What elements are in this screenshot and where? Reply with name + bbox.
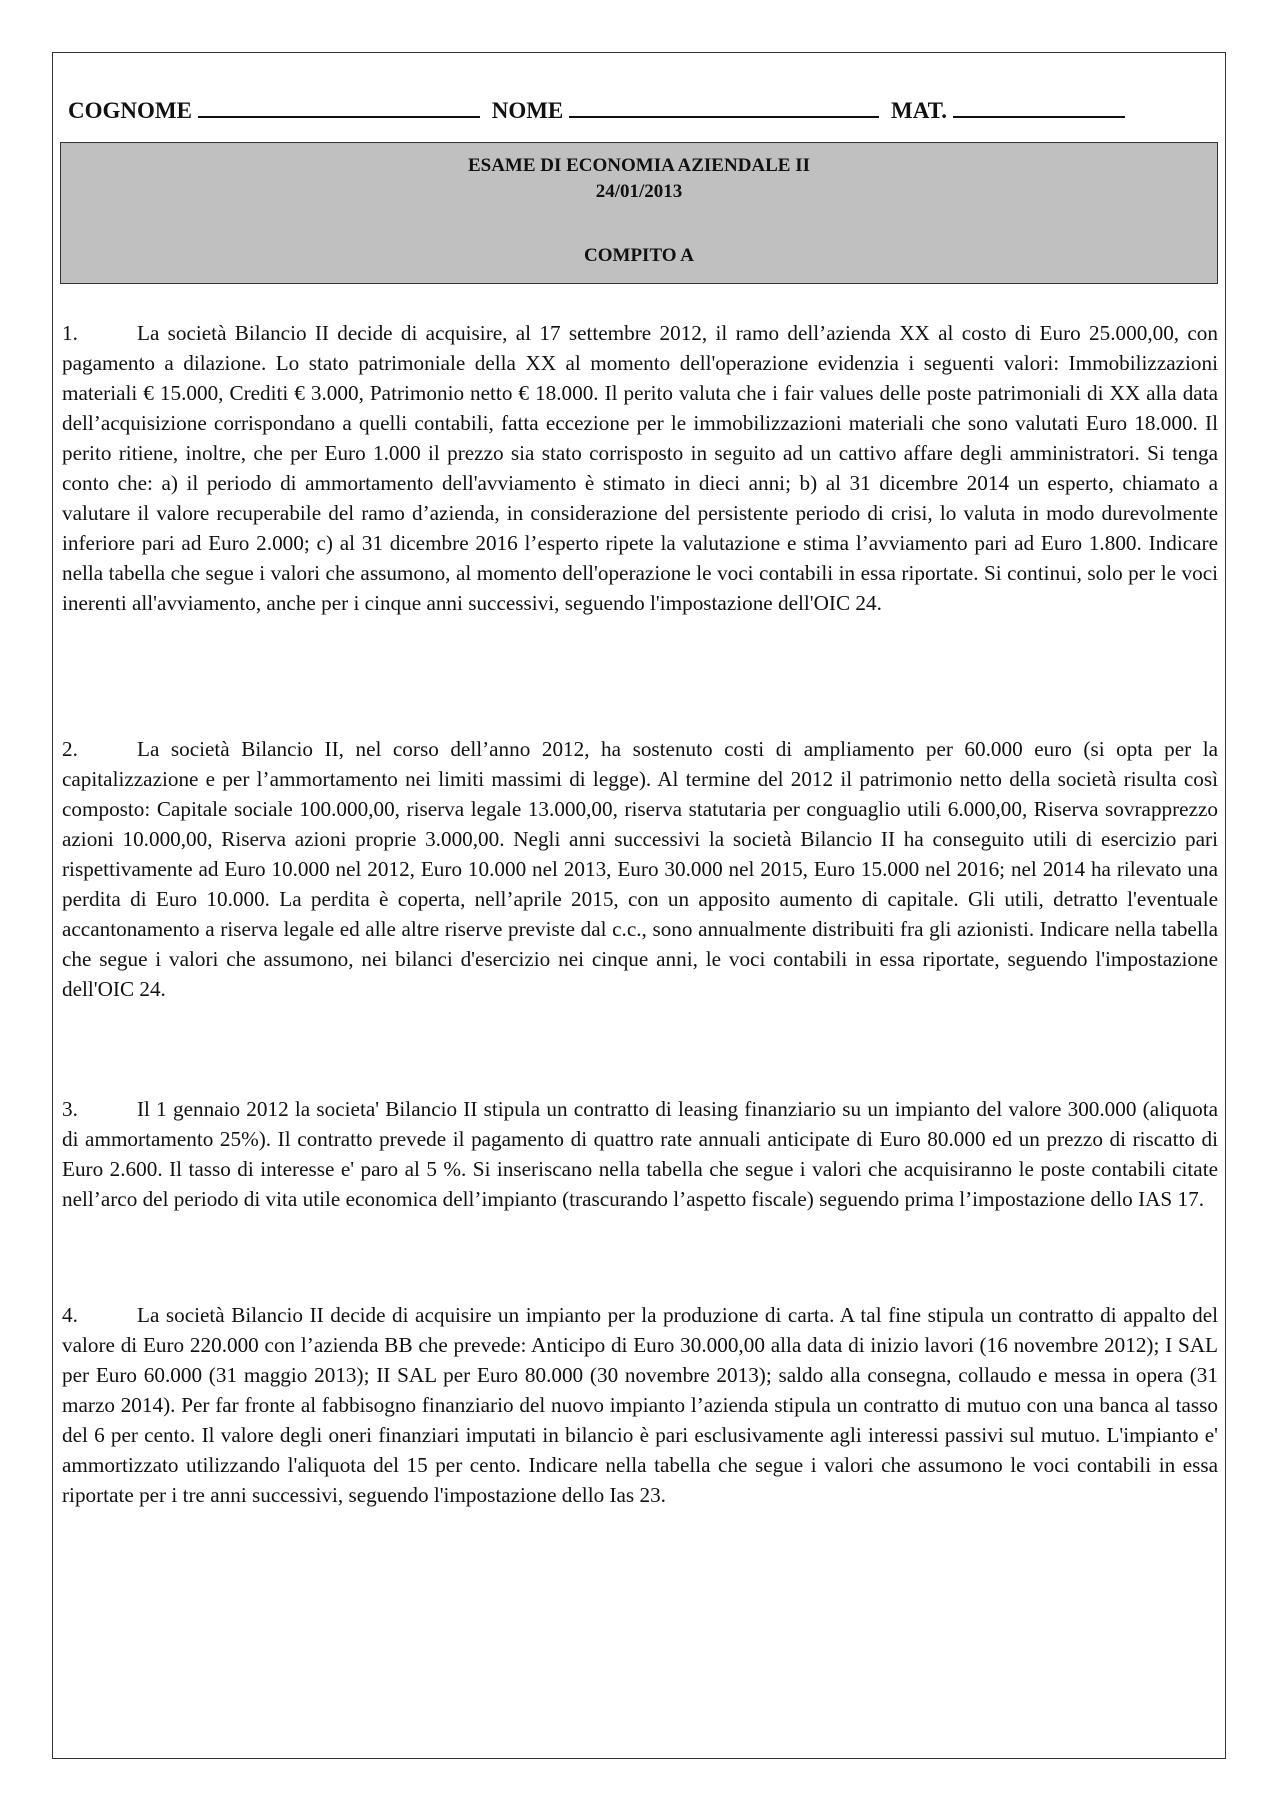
exercise-text: La società Bilancio II decide di acquisire un impianto per la produzione di carta. A tal fine stipula un contratto di appalto del valore di Euro 220.000 con l’azienda BB che prevede: Anticipo di Euro 30.000,00 alla data di inizio lavori (16 novembre 2012); I SAL per Euro 60.000 (31 maggio 2013); II SAL per Euro 80.000 (30 novembre 2013); saldo alla consegna, collaudo e messa in opera (31 marzo 2014). Per far fronte al fabbisogno finanziario del nuovo impianto l’azienda stipula un contratto di mutuo con una banca al tasso del 6 per cento. Il valore degli oneri finanziari imputati in bilancio è pari esclusivamente agli interessi passivi sul mutuo. L'impianto e' ammortizzato utilizzando l'aliquota del 15 per cento. Indicare nella tabella che segue i valori che assumono le voci contabili in essa riportate per i tre anni successivi, seguendo l'impostazione dello Ias 23. xyxy=(62,1303,1218,1507)
mat-label: MAT. xyxy=(891,98,948,123)
nome-field[interactable] xyxy=(569,94,879,118)
nome-label: NOME xyxy=(491,98,564,123)
exercise-number: 2. xyxy=(62,737,78,761)
exercise-number: 1. xyxy=(62,321,78,345)
exercise-text: Il 1 gennaio 2012 la societa' Bilancio II stipula un contratto di leasing finanziario su un impianto del valore 300.000 (aliquota di ammortamento 25%). Il contratto prevede il pagamento di quattro rate annuali anticipate di Euro 80.000 ed un prezzo di riscatto di Euro 2.600. Il tasso di interesse e' paro al 5 %. Si inseriscano nella tabella che segue i valori che acquisiranno le poste contabili citate nell’arco del periodo di vita utile economica dell’impianto (trascurando l’aspetto fiscale) seguendo prima l’impostazione dello IAS 17. xyxy=(62,1097,1218,1211)
mat-field[interactable] xyxy=(953,94,1125,118)
exercise-3 xyxy=(62,1094,1218,1214)
exercise-2 xyxy=(62,734,1218,1004)
exercise-number: 3. xyxy=(62,1097,78,1121)
exam-variant: COMPITO A xyxy=(584,245,694,266)
exercise-number: 4. xyxy=(62,1303,78,1327)
exam-title: ESAME DI ECONOMIA AZIENDALE II xyxy=(467,155,811,176)
exam-title-box xyxy=(60,142,1218,284)
exercise-4 xyxy=(62,1300,1218,1510)
cognome-label: COGNOME xyxy=(68,98,192,123)
exercise-1 xyxy=(62,318,1218,618)
student-info-line xyxy=(68,94,1208,124)
exercise-text: La società Bilancio II decide di acquisire, al 17 settembre 2012, il ramo dell’azienda XX al costo di Euro 25.000,00, con pagamento a dilazione. Lo stato patrimoniale della XX al momento dell'operazione evidenzia i seguenti valori: Immobilizzazioni materiali € 15.000, Crediti € 3.000, Patrimonio netto € 18.000. Il perito valuta che i fair values delle poste patrimoniali di XX alla data dell’acquisizione corrispondano a quelli contabili, fatta eccezione per le immobilizzazioni materiali che sono valutati Euro 18.000. Il perito ritiene, inoltre, che per Euro 1.000 il prezzo sia stato corrisposto in seguito ad un cattivo affare degli amministratori. Si tenga conto che: a) il periodo di ammortamento dell'avviamento è stimato in dieci anni; b) al 31 dicembre 2014 un esperto, chiamato a valutare il valore recuperabile del ramo d’azienda, in considerazione del persistente periodo di crisi, lo valuta in modo durevolmente inferiore pari ad Euro 2.000; c) al 31 dicembre 2016 l’esperto ripete la valutazione e stima l’avviamento pari ad Euro 1.800. Indicare nella tabella che segue i valori che assumono, al momento dell'operazione le voci contabili in essa riportate. Si continui, solo per le voci inerenti all'avviamento, anche per i cinque anni successivi, seguendo l'impostazione dell'OIC 24. xyxy=(62,321,1218,615)
exam-date: 24/01/2013 xyxy=(595,181,683,202)
exercise-text: La società Bilancio II, nel corso dell’anno 2012, ha sostenuto costi di ampliamento per 60.000 euro (si opta per la capitalizzazione e per l’ammortamento nei limiti massimi di legge). Al termine del 2012 il patrimonio netto della società risulta così composto: Capitale sociale 100.000,00, riserva legale 13.000,00, riserva statutaria per conguaglio utili 6.000,00, Riserva sovrapprezzo azioni 10.000,00, Riserva azioni proprie 3.000,00. Negli anni successivi la società Bilancio II ha conseguito utili di esercizio pari rispettivamente ad Euro 10.000 nel 2012, Euro 10.000 nel 2013, Euro 30.000 nel 2015, Euro 15.000 nel 2016; nel 2014 ha rilevato una perdita di Euro 10.000. La perdita è coperta, nell’aprile 2015, con un apposito aumento di capitale. Gli utili, detratto l'eventuale accantonamento a riserva legale ed alle altre riserve previste dal c.c., sono annualmente distribuiti fra gli azionisti. Indicare nella tabella che segue i valori che assumono, nei bilanci d'esercizio nei cinque anni, le voci contabili in essa riportate, seguendo l'impostazione dell'OIC 24. xyxy=(62,737,1218,1001)
cognome-field[interactable] xyxy=(198,94,480,118)
